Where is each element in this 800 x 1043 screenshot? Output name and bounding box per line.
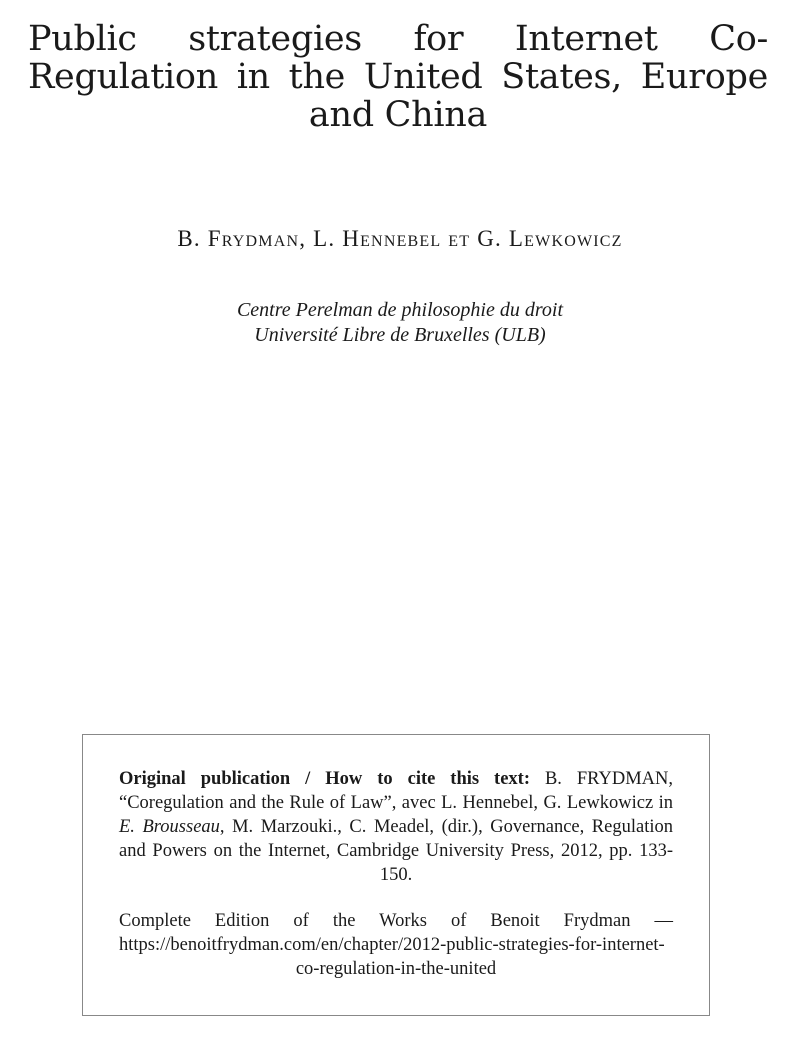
affiliation-line-1: Centre Perelman de philosophie du droit — [236, 299, 564, 321]
citation-text-2: , M. Marzouki., C. Meadel, (dir.), Governance, Regulation and Powers on the Internet, Cambridge University Press, 2012, pp. 133-150. — [119, 817, 673, 885]
citation-editor: E. Brousseau — [119, 817, 220, 837]
citation-label: Original publication / How to cite this text: — [119, 769, 530, 789]
affiliation — [0, 298, 800, 348]
authors: B. Frydman, L. Hennebel et G. Lewkowicz — [177, 226, 623, 251]
complete-edition-text: Complete Edition of the Works of Benoit Frydman — — [119, 911, 673, 931]
citation-text-1: B. FRYDMAN, “Coregulation and the Rule of Law”, avec L. Hennebel, G. Lewkowicz in — [119, 769, 673, 813]
complete-edition-paragraph — [119, 909, 673, 981]
citation-paragraph — [119, 767, 673, 887]
complete-edition-link[interactable]: https://benoitfrydman.com/en/chapter/2012-public-strategies-for-internet-co-regulation-in-the-united — [119, 935, 665, 979]
citation-box — [82, 734, 710, 1016]
affiliation-line-2: Université Libre de Bruxelles (ULB) — [254, 324, 546, 346]
paper-title: Public strategies for Internet Co-Regulation in the United States, Europe and China — [28, 19, 768, 135]
